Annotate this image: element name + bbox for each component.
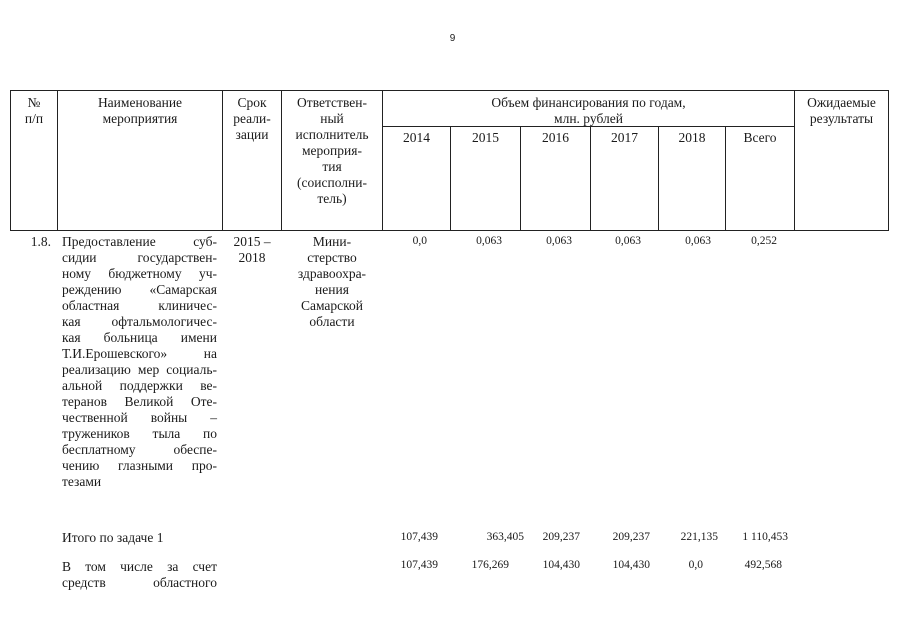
page-number: 9 [449, 33, 456, 44]
total-value-all: 1 110,453 [742, 531, 788, 543]
row-value-2015: 0,063 [476, 235, 502, 247]
row-value-2016: 0,063 [546, 235, 572, 247]
total-value-2014: 107,439 [400, 531, 438, 543]
table-top-border [10, 90, 888, 91]
including-value-2017: 104,430 [612, 559, 650, 571]
header-financing: Объем финансирования по годам, млн. рублей [491, 95, 686, 126]
row-value-2017: 0,063 [615, 235, 641, 247]
total-label: Итого по задаче 1 [62, 530, 164, 545]
row-executor: Мини- стерство здравоохра- нения Самарской области [297, 234, 367, 329]
total-value-2017: 209,237 [612, 531, 650, 543]
including-value-2015: 176,269 [471, 559, 509, 571]
total-value-2018: 221,135 [680, 531, 718, 543]
row-term: 2015 – 2018 [233, 234, 271, 265]
header-total: Всего [743, 130, 777, 145]
row-value-2014: 0,0 [412, 235, 427, 247]
including-label: В том числе за счет средств областного [62, 559, 217, 590]
total-value-2016: 209,237 [542, 531, 580, 543]
row-value-total: 0,252 [751, 235, 777, 247]
row-name: Предоставление суб- сидии государствен- ному бюджетному уч- реждению «Самарская областная клиничес- кая офтальмологичес- кая больница имени Т.И.Ерошевского» на реализацию мер социаль- альной поддержки ве- теранов Великой Оте- чественной войны – тружеников тыла по бесплатному обеспе- чению глазными про- тезами [62, 234, 217, 489]
header-bottom-border [10, 230, 888, 231]
header-year-2015: 2015 [472, 130, 499, 145]
including-value-2018: 0,0 [688, 559, 703, 571]
total-value-2015: 363,405 [486, 531, 524, 543]
header-term: Срок реали- зации [233, 95, 271, 142]
header-year-2016: 2016 [542, 130, 569, 145]
header-year-2017: 2017 [611, 130, 638, 145]
including-value-total: 492,568 [744, 559, 782, 571]
header-name: Наименование мероприятия [97, 95, 183, 126]
header-year-2018: 2018 [678, 130, 706, 145]
row-number: 1.8. [30, 234, 51, 249]
header-year-2014: 2014 [403, 130, 430, 145]
including-value-2014: 107,439 [400, 559, 438, 571]
header-results: Ожидаемые результаты [807, 95, 876, 126]
border-right [888, 90, 889, 231]
header-num: № п/п [24, 95, 44, 126]
row-value-2018: 0,063 [685, 235, 711, 247]
header-executor: Ответствен- ный исполнитель мероприя- тия (соисполни- тель) [295, 95, 369, 206]
including-value-2016: 104,430 [542, 559, 580, 571]
